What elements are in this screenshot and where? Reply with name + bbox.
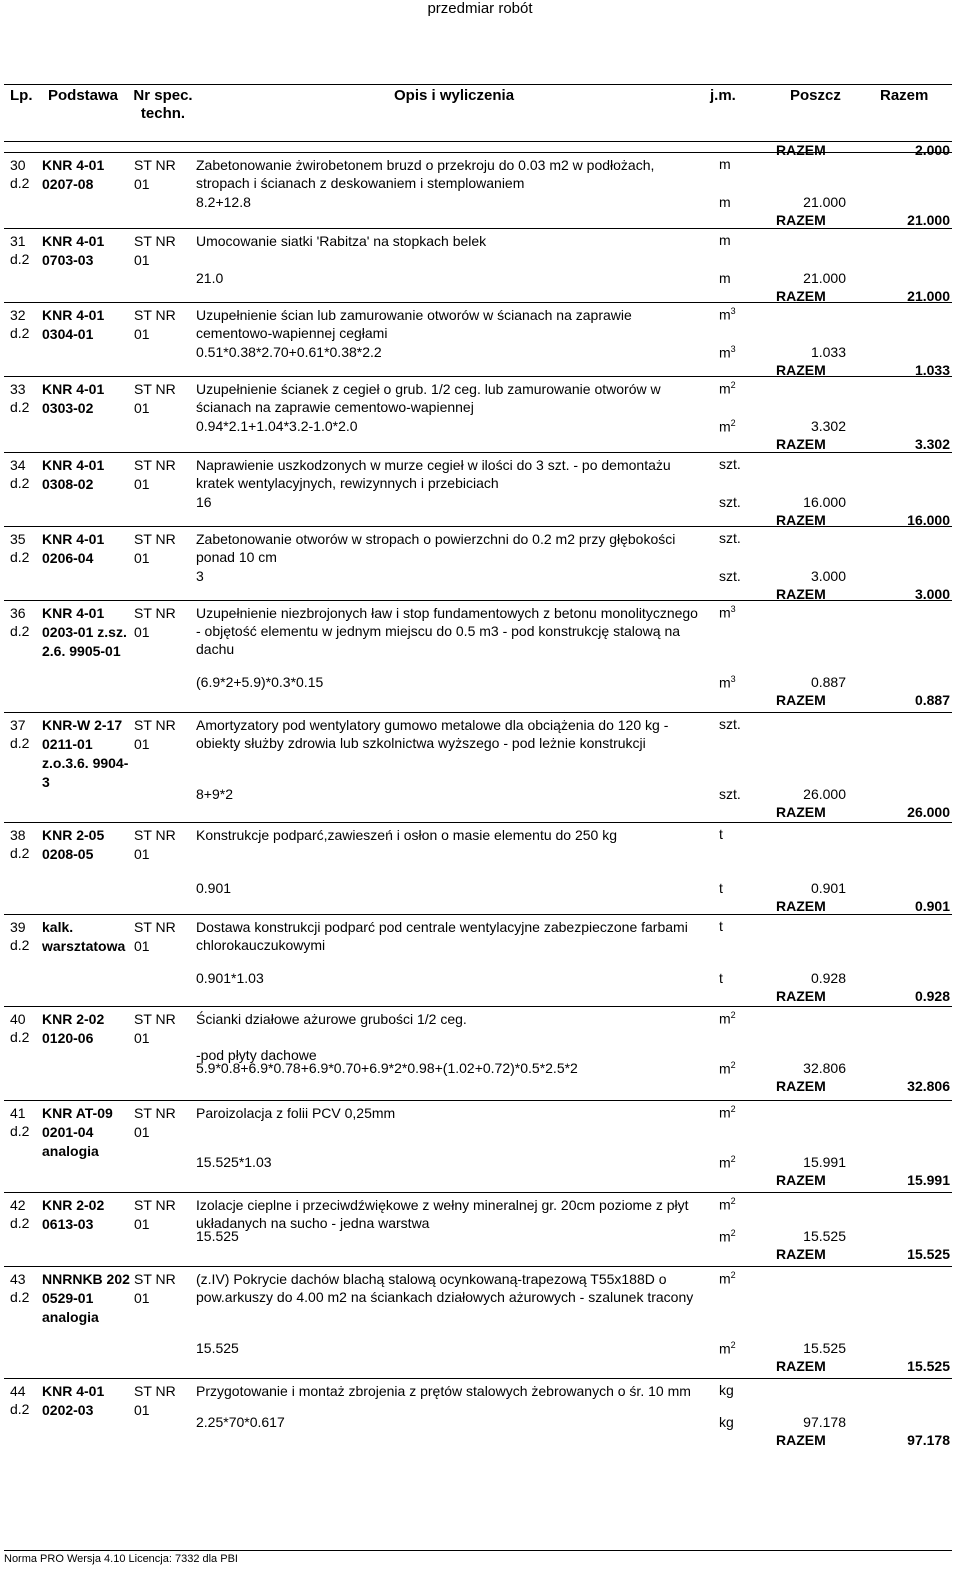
row-description: Amortyzatory pod wentylatory gumowo metalowe dla obciążenia do 120 kg - obiekty służby zdrowia lub szkolnictwa wyższego - pod leżnie konstrukcji: [196, 717, 669, 751]
row-unit: szt.: [719, 716, 741, 732]
header-nr-spec: Nr spec. techn.: [133, 87, 193, 122]
row-podstawa: KNR AT-09 0201-04 analogia: [42, 1105, 113, 1159]
row-description: Izolacje cieplne i przeciwdźwiękowe z wełny mineralnej gr. 20cm poziome z płyt układanych na sucho - jedna warstwa: [196, 1197, 689, 1231]
razem-value: 26.000: [907, 804, 950, 820]
row-calc-unit: szt.: [719, 786, 741, 802]
row-nr-spec: ST NR 01: [134, 531, 176, 566]
header-poszcz: Poszcz: [790, 87, 841, 104]
row-podstawa: KNR 2-02 0613-03: [42, 1197, 105, 1232]
row-nr-spec: ST NR 01: [134, 157, 176, 192]
row-unit: szt.: [719, 530, 741, 546]
razem-label: RAZEM: [776, 362, 826, 378]
row-unit: t: [719, 826, 723, 842]
row-description: Uzupełnienie niezbrojonych ław i stop fundamentowych z betonu monolitycznego - objętość elementu w jednym miejscu do 0.5 m3 - pod konstrukcję stalową na dachu: [196, 605, 698, 657]
table-header: [4, 84, 952, 142]
row-nr-spec: ST NR 01: [134, 307, 176, 342]
row-calculation: 5.9*0.8+6.9*0.78+6.9*0.70+6.9*2*0.98+(1.02+0.72)*0.5*2.5*2: [196, 1060, 578, 1076]
header-lp: Lp.: [10, 87, 33, 104]
row-nr-spec: ST NR 01: [134, 233, 176, 268]
row-lp: 34 d.2: [10, 457, 30, 491]
row-unit: $m^2$: [719, 1010, 736, 1027]
row-description: Dostawa konstrukcji podparć pod centrale wentylacyjne zabezpieczone farbami chlorokauczukowymi: [196, 919, 688, 953]
row-description: Naprawienie uszkodzonych w murze cegieł w ilości do 3 szt. - po demontażu kratek wentylacyjnych, rewizynnych i przebiciach: [196, 457, 671, 491]
row-nr-spec: ST NR 01: [134, 827, 176, 862]
header-jm: j.m.: [710, 87, 736, 104]
row-unit: $m^2$: [719, 1196, 736, 1213]
row-podstawa: KNR 2-05 0208-05: [42, 827, 105, 862]
page-title: przedmiar robót: [427, 0, 533, 17]
row-calculation: 21.0: [196, 270, 224, 286]
row-nr-spec: ST NR 01: [134, 1011, 176, 1046]
row-unit: $m^3$: [719, 306, 736, 323]
row-calculation: 15.525: [196, 1228, 239, 1244]
razem-label: RAZEM: [776, 586, 826, 602]
row-lp: 31 d.2: [10, 233, 30, 267]
row-calc-value: 26.000: [803, 786, 846, 802]
row-podstawa: KNR 4-01 0304-01: [42, 307, 105, 342]
row-podstawa: kalk. warsztatowa: [42, 919, 126, 954]
row-description: Umocowanie siatki 'Rabitza' na stopkach belek: [196, 233, 487, 249]
razem-value: 32.806: [907, 1078, 950, 1094]
row-lp: 37 d.2: [10, 717, 30, 751]
razem-value: 0.887: [914, 692, 950, 708]
row-calc-unit: $m^2$: [719, 1340, 736, 1357]
row-lp: 43 d.2: [10, 1271, 30, 1305]
row-podstawa: KNR 2-02 0120-06: [42, 1011, 105, 1046]
razem-value: 3.000: [914, 586, 950, 602]
row-description: Ścianki działowe ażurowe grubości 1/2 ceg.: [196, 1011, 467, 1027]
razem-label: RAZEM: [776, 512, 826, 528]
row-calc-unit: $m^2$: [719, 418, 736, 435]
row-calc-unit: szt.: [719, 494, 741, 510]
row-nr-spec: ST NR 01: [134, 1383, 176, 1418]
row-nr-spec: ST NR 01: [134, 1271, 176, 1306]
row-calculation: 8.2+12.8: [196, 194, 251, 210]
row-unit: m: [719, 232, 731, 248]
row-calc-unit: m: [719, 194, 731, 210]
row-calc-unit: $m^2$: [719, 1060, 736, 1077]
row-lp: 38 d.2: [10, 827, 30, 861]
razem-value: 16.000: [907, 512, 950, 528]
razem-label: RAZEM: [776, 436, 826, 452]
razem-label: RAZEM: [776, 692, 826, 708]
row-podstawa: KNR 4-01 0303-02: [42, 381, 105, 416]
razem-value: 1.033: [914, 362, 950, 378]
row-lp: 44 d.2: [10, 1383, 30, 1417]
row-lp: 42 d.2: [10, 1197, 30, 1231]
row-nr-spec: ST NR 01: [134, 1197, 176, 1232]
row-description: Konstrukcje podparć,zawieszeń i osłon o masie elementu do 250 kg: [196, 827, 618, 843]
razem-label: RAZEM: [776, 804, 826, 820]
row-description: Paroizolacja z folii PCV 0,25mm: [196, 1105, 396, 1121]
row-calculation: 0.901*1.03: [196, 970, 264, 986]
footer: Norma PRO Wersja 4.10 Licencja: 7332 dla PBI: [4, 1553, 238, 1565]
row-calculation: 3: [196, 568, 204, 584]
row-podstawa: KNR 4-01 0203-01 z.sz. 2.6. 9905-01: [42, 605, 127, 659]
row-description-2: -pod płyty dachowe: [196, 1047, 317, 1063]
razem-label: RAZEM: [776, 1078, 826, 1094]
row-unit: $m^3$: [719, 604, 736, 621]
row-lp: 40 d.2: [10, 1011, 30, 1045]
row-lp: 36 d.2: [10, 605, 30, 639]
row-unit: $m^2$: [719, 1104, 736, 1121]
row-podstawa: KNR 4-01 0308-02: [42, 457, 105, 492]
razem-value: 0.928: [914, 988, 950, 1004]
row-calc-value: 3.000: [810, 568, 846, 584]
row-description: Przygotowanie i montaż zbrojenia z prętów stalowych żebrowanych o śr. 10 mm: [196, 1383, 691, 1399]
row-nr-spec: ST NR 01: [134, 605, 176, 640]
razem-value: 97.178: [907, 1432, 950, 1448]
row-calc-value: 16.000: [803, 494, 846, 510]
row-calc-value: 15.991: [803, 1154, 846, 1170]
razem-value: 3.302: [914, 436, 950, 452]
row-calculation: 15.525: [196, 1340, 239, 1356]
row-calculation: 0.901: [196, 880, 232, 896]
row-calc-value: 97.178: [803, 1414, 846, 1430]
row-lp: 32 d.2: [10, 307, 30, 341]
header-opis: Opis i wyliczenia: [394, 87, 515, 104]
razem-label: RAZEM: [776, 142, 826, 158]
row-description: Zabetonowanie żwirobetonem bruzd o przekroju do 0.03 m2 w podłożach, stropach i ścianach z deskowaniem i stemplowaniem: [196, 157, 655, 191]
row-unit: t: [719, 918, 723, 934]
row-calc-unit: m: [719, 270, 731, 286]
razem-label: RAZEM: [776, 1246, 826, 1262]
row-calculation: 8+9*2: [196, 786, 233, 802]
header-razem: Razem: [880, 87, 929, 104]
row-calc-unit: $m^2$: [719, 1154, 736, 1171]
row-calc-value: 15.525: [803, 1228, 846, 1244]
razem-label: RAZEM: [776, 1358, 826, 1374]
row-calc-unit: $m^3$: [719, 344, 736, 361]
row-calc-value: 0.928: [810, 970, 846, 986]
row-lp: 39 d.2: [10, 919, 30, 953]
row-unit: m: [719, 156, 731, 172]
row-calculation: 0.94*2.1+1.04*3.2-1.0*2.0: [196, 418, 358, 434]
row-podstawa: NNRNKB 202 0529-01 analogia: [42, 1271, 130, 1325]
row-description: Uzupełnienie ścian lub zamurowanie otworów w ścianach na zaprawie cementowo-wapiennej cegłami: [196, 307, 632, 341]
razem-label: RAZEM: [776, 988, 826, 1004]
row-description: Uzupełnienie ścianek z cegieł o grub. 1/2 ceg. lub zamurowanie otworów w ścianach na zaprawie cementowo-wapiennej: [196, 381, 661, 415]
header-podstawa: Podstawa: [48, 87, 119, 104]
row-calc-value: 0.901: [810, 880, 846, 896]
row-unit: $m^2$: [719, 1270, 736, 1287]
row-calc-value: 15.525: [803, 1340, 846, 1356]
row-calc-unit: $m^2$: [719, 1228, 736, 1245]
row-calculation: 16: [196, 494, 212, 510]
row-calc-unit: t: [719, 970, 723, 986]
row-podstawa: KNR 4-01 0206-04: [42, 531, 105, 566]
row-nr-spec: ST NR 01: [134, 1105, 176, 1140]
row-podstawa: KNR 4-01 0703-03: [42, 233, 105, 268]
row-calculation: 0.51*0.38*2.70+0.61*0.38*2.2: [196, 344, 382, 360]
razem-label: RAZEM: [776, 898, 826, 914]
row-calc-value: 21.000: [803, 194, 846, 210]
row-lp: 41 d.2: [10, 1105, 30, 1139]
row-calculation: 15.525*1.03: [196, 1154, 272, 1170]
row-lp: 35 d.2: [10, 531, 30, 565]
row-calc-unit: $m^3$: [719, 674, 736, 691]
row-lp: 33 d.2: [10, 381, 30, 415]
row-calc-value: 3.302: [810, 418, 846, 434]
razem-value: 15.991: [907, 1172, 950, 1188]
row-unit: $m^2$: [719, 380, 736, 397]
razem-value: 21.000: [907, 212, 950, 228]
row-description: (z.IV) Pokrycie dachów blachą stalową ocynkowaną-trapezową T55x188D o pow.arkuszy do 4.00 m2 na ściankach działowych ażurowych - szalunek tracony: [196, 1271, 694, 1305]
row-nr-spec: ST NR 01: [134, 717, 176, 752]
row-nr-spec: ST NR 01: [134, 381, 176, 416]
row-nr-spec: ST NR 01: [134, 919, 176, 954]
row-calc-unit: szt.: [719, 568, 741, 584]
row-description: Zabetonowanie otworów w stropach o powierzchni do 0.2 m2 przy głębokości ponad 10 cm: [196, 531, 676, 565]
row-calc-value: 0.887: [810, 674, 846, 690]
razem-label: RAZEM: [776, 212, 826, 228]
row-podstawa: KNR 4-01 0207-08: [42, 157, 105, 192]
row-calculation: (6.9*2+5.9)*0.3*0.15: [196, 674, 324, 690]
row-calc-unit: kg: [719, 1414, 734, 1430]
row-nr-spec: ST NR 01: [134, 457, 176, 492]
row-unit: kg: [719, 1382, 734, 1398]
razem-value: 21.000: [907, 288, 950, 304]
razem-value: 15.525: [907, 1358, 950, 1374]
razem-label: RAZEM: [776, 288, 826, 304]
row-unit: szt.: [719, 456, 741, 472]
row-calc-value: 1.033: [810, 344, 846, 360]
razem-label: RAZEM: [776, 1172, 826, 1188]
row-calc-unit: t: [719, 880, 723, 896]
row-lp: 30 d.2: [10, 157, 30, 191]
row-podstawa: KNR-W 2-17 0211-01 z.o.3.6. 9904-3: [42, 717, 129, 790]
row-calc-value: 21.000: [803, 270, 846, 286]
razem-value: 2.000: [914, 142, 950, 158]
razem-label: RAZEM: [776, 1432, 826, 1448]
row-podstawa: KNR 4-01 0202-03: [42, 1383, 105, 1418]
row-calc-value: 32.806: [803, 1060, 846, 1076]
razem-value: 0.901: [914, 898, 950, 914]
row-calculation: 2.25*70*0.617: [196, 1414, 285, 1430]
razem-value: 15.525: [907, 1246, 950, 1262]
